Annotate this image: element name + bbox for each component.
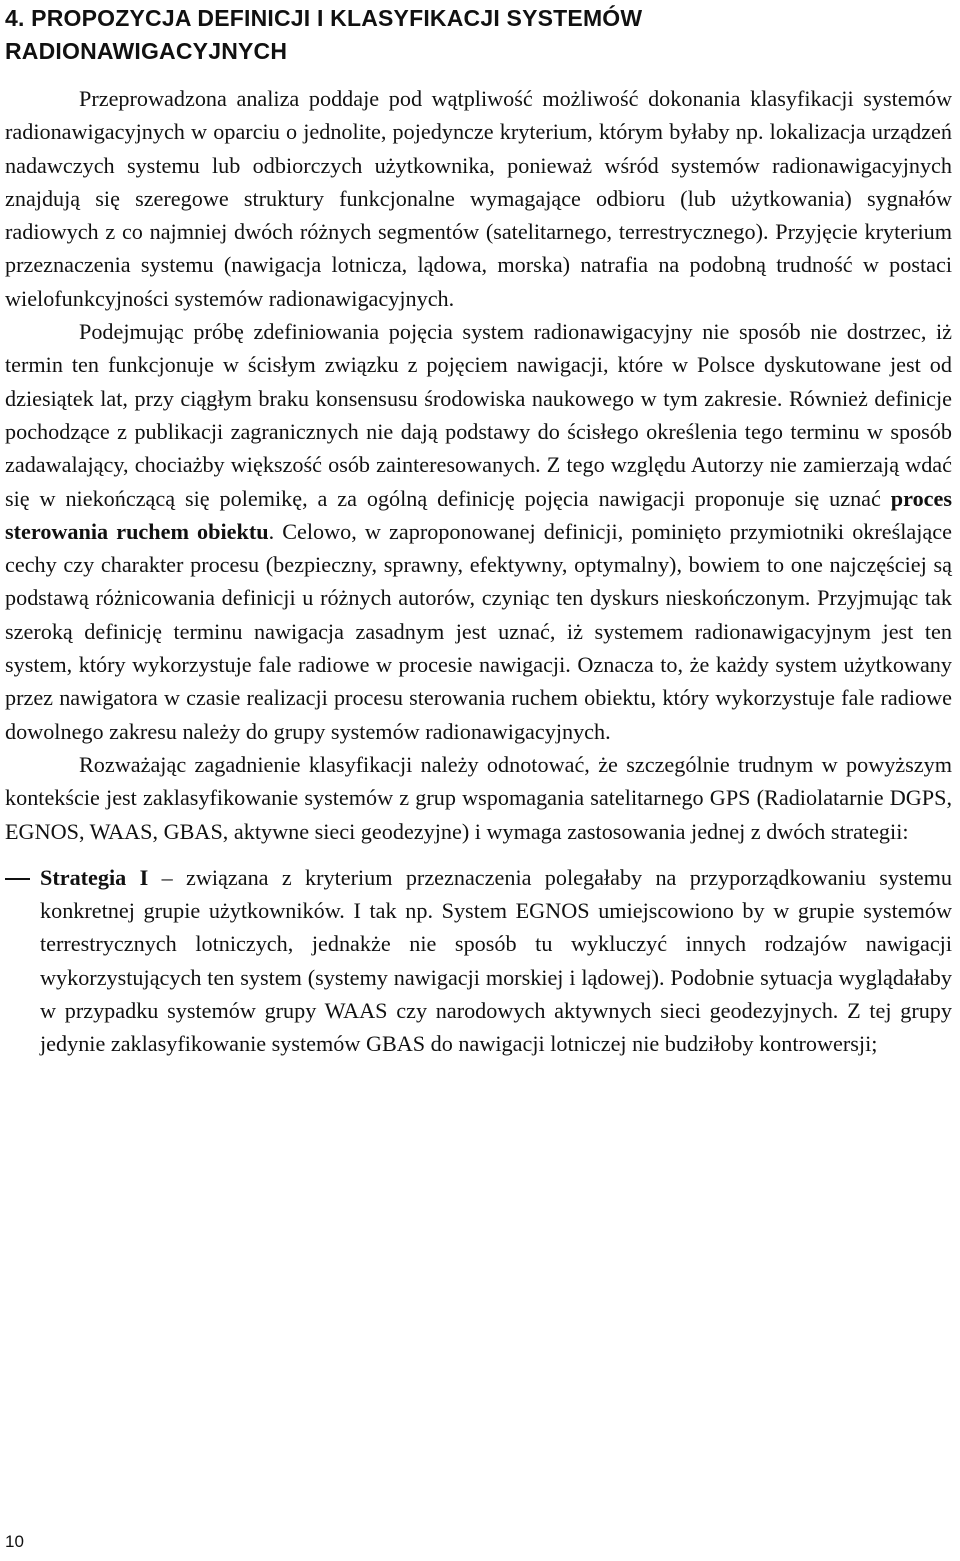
section-heading (5, 2, 952, 68)
page-number: 10 (5, 1532, 24, 1551)
list-item (5, 861, 952, 1061)
paragraph-2-text-b: . Celowo, w zaproponowanej definicji, pominięto przymiotniki określające cechy czy charakter procesu (bezpieczny, sprawny, efektywny, optymalny), bowiem to one najczęściej są podstawą różnicowania definicji u różnych autorów, czyniąc ten dyskurs nieskończonym. Przyjmując tak szeroką definicję terminu nawigacja zasadnym jest uznać, iż systemem radionawigacyjnym jest ten system, który wykorzystuje fale radiowe w procesie nawigacji. Oznacza to, że każdy system użytkowany przez nawigatora w czasie realizacji procesu sterowania ruchem obiektu, który wykorzystuje fale radiowe dowolnego zakresu należy do grupy systemów radionawigacyjnych. (5, 518, 952, 744)
strategy-body: – związana z kryterium przeznaczenia polegałaby na przyporządkowaniu systemu konkretnej grupie użytkowników. I tak np. System EGNOS umiejscowiono by w grupie systemów terrestrycznych lotniczych, jednakże nie sposób tu wykluczyć innych rodzajów nawigacji wykorzystujących ten system (systemy nawigacji morskiej i lądowej). Podobnie sytuacja wyglądałaby w przypadku systemów grupy WAAS czy narodowych aktywnych sieci geodezyjnych. Z tej grupy jedynie zaklasyfikowanie systemów GBAS do nawigacji lotniczej nie budziłoby kontrowersji; (40, 864, 952, 1057)
dash-bullet-icon (5, 878, 30, 880)
paragraph-2 (5, 315, 952, 748)
section-heading-line1: 4. PROPOZYCJA DEFINICJI I KLASYFIKACJI SYSTEMÓW (5, 5, 643, 31)
document-page (5, 0, 952, 1061)
paragraph-1: Przeprowadzona analiza poddaje pod wątpliwość możliwość dokonania klasyfikacji systemów radionawigacyjnych w oparciu o jednolite, pojedyncze kryterium, którym byłaby np. lokalizacja urządzeń nadawczych systemu lub odbiorczych użytkownika, ponieważ wśród systemów radionawigacyjnych znajdują się szeregowe struktury funkcjonalne wymagające odbioru (lub użytkowania) sygnałów radiowych z co najmniej dwóch różnych segmentów (satelitarnego, terrestrycznego). Przyjęcie kryterium przeznaczenia systemu (nawigacja lotnicza, lądowa, morska) natrafia na podobną trudność w postaci wielofunkcyjności systemów radionawigacyjnych. (5, 86, 952, 311)
section-heading-line2: RADIONAWIGACYJNYCH (5, 38, 288, 64)
paragraph-2-text-a: Podejmując próbę zdefiniowania pojęcia system radionawigacyjny nie sposób nie dostrzec, iż termin ten funkcjonuje w ścisłym związku z pojęciem nawigacji, które w Polsce dyskutowane jest od dziesiątek lat, przy ciągłym braku konsensusu środowiska naukowego w tym zakresie. Również definicje pochodzące z publikacji zagranicznych nie dają podstawy do ścisłego określenia tego terminu w sposób zadawalający, chociażby większość osób zainteresowanych. Z tego względu Autorzy nie zamierzają wdać się w niekończącą się polemikę, a za ogólną definicję pojęcia nawigacji proponuje się uznać (5, 319, 952, 511)
paragraph-3: Rozważając zagadnienie klasyfikacji należy odnotować, że szczególnie trudnym w powyższym kontekście jest zaklasyfikowanie systemów z grup wspomagania satelitarnego GPS (Radiolatarnie DGPS, EGNOS, WAAS, GBAS, aktywne sieci geodezyjne) i wymaga zastosowania jednej z dwóch strategii: (5, 751, 952, 844)
strategy-title: Strategia I (40, 864, 149, 890)
definition-emphasis: proces sterowania ruchem obiektu (5, 485, 952, 544)
strategy-list (5, 861, 952, 1061)
